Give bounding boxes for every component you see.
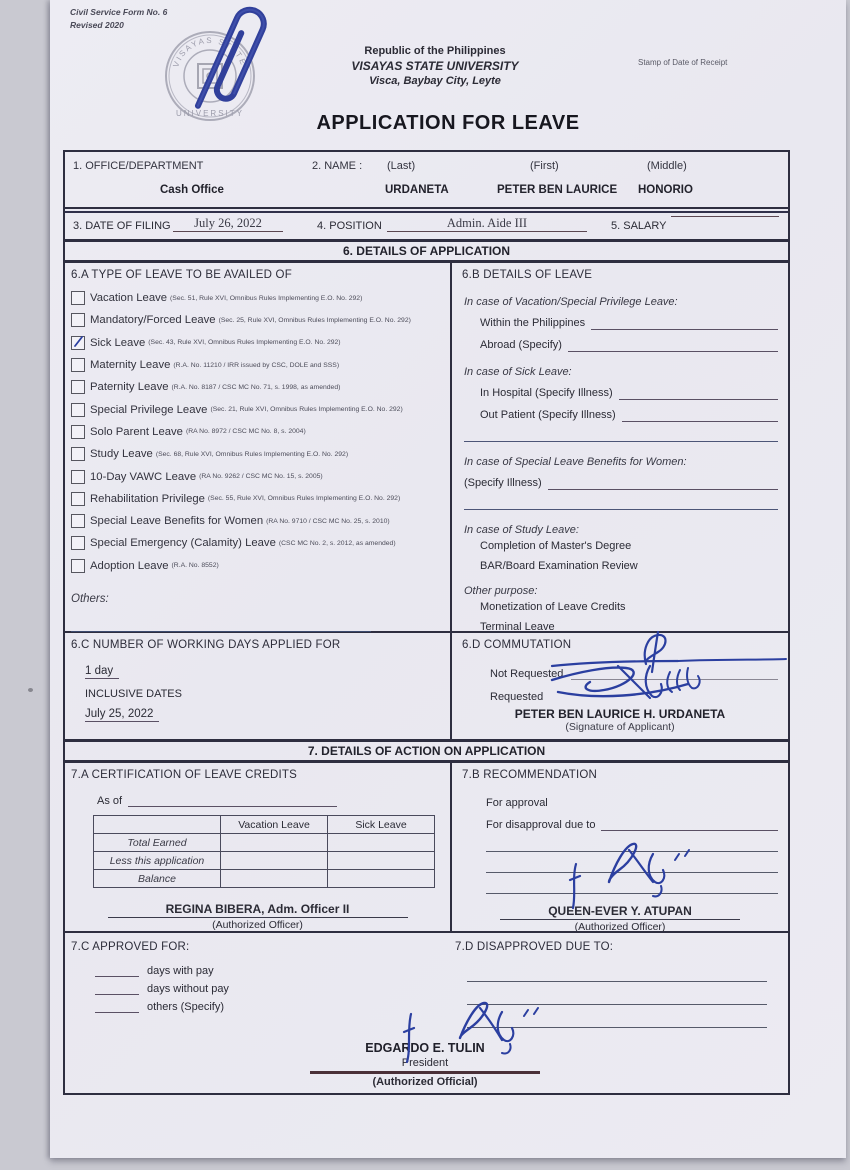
- section-6b: [450, 263, 788, 631]
- university-name: VISAYAS STATE UNIVERSITY: [351, 59, 519, 73]
- svg-text:VISAYAS STATE: VISAYAS STATE: [171, 35, 249, 69]
- section-7a: [65, 763, 450, 931]
- others-label: Others:: [71, 592, 109, 605]
- others-blank-line[interactable]: [71, 631, 371, 632]
- leave-type-label: Sick Leave: [90, 336, 146, 349]
- checkbox-checked[interactable]: [71, 336, 85, 350]
- form-number-block: [70, 6, 167, 32]
- section-7-header: 7. DETAILS OF ACTION ON APPLICATION: [65, 739, 788, 763]
- credits-value-cell[interactable]: [221, 852, 328, 870]
- section-7b: [450, 763, 788, 931]
- blank-line[interactable]: [464, 441, 778, 442]
- not-requested-blank-line[interactable]: [571, 679, 778, 680]
- leave-type-row: [71, 398, 444, 420]
- certifying-officer-caption: (Authorized Officer): [212, 919, 303, 931]
- blank-line-row: [464, 490, 778, 510]
- checkbox-unchecked[interactable]: [71, 425, 85, 439]
- section-7d-title: 7.D DISAPPROVED DUE TO:: [455, 941, 614, 953]
- leave-detail-field-label: Abroad (Specify): [480, 339, 562, 351]
- inclusive-dates-value[interactable]: July 25, 2022: [85, 708, 159, 722]
- leave-type-detail: (Sec. 68, Rule XVI, Omnibus Rules Implementing E.O. No. 292): [155, 450, 349, 458]
- checkbox-unchecked[interactable]: [71, 313, 85, 327]
- name-label: 2. NAME :: [312, 160, 363, 172]
- section-6ab: [65, 263, 788, 631]
- leave-type-row: [71, 488, 444, 510]
- blank-line[interactable]: [95, 1012, 139, 1013]
- first-name-value[interactable]: PETER BEN LAURICE: [497, 184, 618, 196]
- leave-type-label: Solo Parent Leave: [90, 425, 183, 438]
- section-6d-title: 6.D COMMUTATION: [462, 639, 572, 651]
- leave-detail-field: [464, 468, 778, 490]
- leave-detail-heading: In case of Sick Leave:: [464, 366, 572, 378]
- leave-type-label: Mandatory/Forced Leave: [90, 314, 216, 327]
- leave-credits-table: [93, 815, 435, 888]
- requested-label[interactable]: Requested: [490, 691, 544, 703]
- blank-line[interactable]: [486, 873, 778, 894]
- certifying-officer-name: REGINA BIBERA, Adm. Officer II: [108, 902, 408, 918]
- leave-type-row: [71, 287, 444, 309]
- for-approval-label[interactable]: For approval: [486, 797, 548, 809]
- position-value[interactable]: Admin. Aide III: [387, 216, 587, 232]
- leave-detail-field-label: Out Patient (Specify Illness): [480, 409, 616, 421]
- leave-form-table: [63, 150, 790, 1095]
- section-7d: [455, 941, 775, 1028]
- credits-header-cell: [94, 816, 221, 834]
- leave-detail-heading: In case of Study Leave:: [464, 524, 579, 536]
- checkbox-unchecked[interactable]: [71, 536, 85, 550]
- leave-type-label: 10-Day VAWC Leave: [90, 470, 197, 483]
- section-6c-title: 6.C NUMBER OF WORKING DAYS APPLIED FOR: [71, 639, 341, 651]
- section-6a-title: 6.A TYPE OF LEAVE TO BE AVAILED OF: [71, 269, 292, 281]
- section-6cd: [65, 631, 788, 739]
- section-7a-title: 7.A CERTIFICATION OF LEAVE CREDITS: [71, 769, 297, 781]
- position-label: 4. POSITION: [317, 220, 382, 232]
- section-7cd: [65, 931, 788, 1093]
- leave-detail-option[interactable]: Monetization of Leave Credits: [480, 601, 626, 613]
- leave-detail-field: [480, 378, 778, 400]
- credits-header-row: [94, 816, 435, 834]
- applicant-signature-caption: (Signature of Applicant): [565, 721, 675, 733]
- blank-line[interactable]: [467, 959, 767, 982]
- blank-line[interactable]: [568, 351, 778, 352]
- leave-type-detail: (Sec. 55, Rule XVI, Omnibus Rules Implementing E.O. No. 292): [207, 495, 401, 503]
- credits-value-cell[interactable]: [328, 834, 435, 852]
- date-of-filing-value[interactable]: July 26, 2022: [173, 216, 283, 232]
- section-7c: [71, 941, 229, 1013]
- leave-detail-heading: Other purpose:: [464, 585, 538, 597]
- form-number: Civil Service Form No. 6: [70, 7, 168, 17]
- approved-for-option-label: days without pay: [147, 983, 229, 995]
- leave-type-detail: (RA No. 9710 / CSC MC No. 25, s. 2010): [266, 517, 390, 525]
- leave-type-detail: (Sec. 51, Rule XVI, Omnibus Rules Implementing E.O. No. 292): [170, 294, 363, 302]
- section-6d: [450, 633, 788, 739]
- leave-type-row: [71, 555, 444, 577]
- credits-value-cell[interactable]: [221, 870, 328, 888]
- credits-row: [94, 870, 435, 888]
- office-name-row: [65, 152, 788, 207]
- form-revision: Revised 2020: [70, 20, 124, 30]
- not-requested-label[interactable]: Not Requested: [490, 668, 564, 680]
- section-7c-title: 7.C APPROVED FOR:: [71, 941, 190, 953]
- leave-type-detail: (RA No. 8972 / CSC MC No. 8, s. 2004): [185, 428, 306, 436]
- leave-type-row: [71, 421, 444, 443]
- blank-line-row: [464, 422, 778, 442]
- leave-type-detail: (Sec. 43, Rule XVI, Omnibus Rules Implementing E.O. No. 292): [148, 339, 341, 347]
- checkbox-unchecked[interactable]: [71, 514, 85, 528]
- leave-type-row: [71, 354, 444, 376]
- leave-details-list: [462, 287, 778, 637]
- leave-type-row: [71, 465, 444, 487]
- approved-for-option: [95, 995, 229, 1013]
- leave-detail-option[interactable]: Terminal Leave: [480, 621, 555, 633]
- paper-sheet: [50, 0, 846, 1158]
- leave-detail-field-label: Within the Philippines: [480, 317, 586, 329]
- checkbox-unchecked[interactable]: [71, 358, 85, 372]
- credits-value-cell[interactable]: [328, 870, 435, 888]
- leave-type-detail: (CSC MC No. 2, s. 2012, as amended): [278, 539, 396, 547]
- leave-type-detail: (R.A. No. 11210 / IRR issued by CSC, DOLE and SSS): [173, 361, 340, 369]
- leave-type-detail: (R.A. No. 8187 / CSC MC No. 71, s. 1998, as amended): [171, 383, 341, 391]
- approved-for-option-label: others (Specify): [147, 1001, 225, 1013]
- section-7b-title: 7.B RECOMMENDATION: [462, 769, 598, 781]
- leave-detail-field: [480, 308, 778, 330]
- credits-header-cell: Vacation Leave: [221, 816, 328, 834]
- leave-type-label: Study Leave: [90, 448, 153, 461]
- blank-line[interactable]: [619, 399, 778, 400]
- leave-type-label: Vacation Leave: [90, 292, 168, 305]
- leave-type-detail: (RA No. 9262 / CSC MC No. 15, s. 2005): [199, 473, 323, 481]
- stamp-of-receipt-label: Stamp of Date of Receipt: [638, 58, 728, 67]
- blank-line[interactable]: [622, 421, 778, 422]
- approving-official-name: EDGARDO E. TULIN: [365, 1041, 485, 1055]
- recommending-officer-caption: (Authorized Officer): [574, 921, 666, 933]
- section-7ab: [65, 763, 788, 931]
- salary-label: 5. SALARY: [611, 220, 667, 232]
- for-disapproval-label[interactable]: For disapproval due to: [486, 819, 596, 831]
- blank-line[interactable]: [95, 994, 139, 995]
- svg-text:UNIVERSITY: UNIVERSITY: [175, 109, 245, 118]
- middle-name-value[interactable]: HONORIO: [638, 184, 693, 196]
- blank-line[interactable]: [464, 509, 778, 510]
- checkbox-unchecked[interactable]: [71, 470, 85, 484]
- leave-type-label: Special Privilege Leave: [90, 403, 208, 416]
- checkbox-unchecked[interactable]: [71, 447, 85, 461]
- approved-for-option: [95, 959, 229, 977]
- credits-row: [94, 834, 435, 852]
- leave-type-detail: (Sec. 21, Rule XVI, Omnibus Rules Implementing E.O. No. 292): [210, 406, 403, 414]
- recommending-officer-name: QUEEN-EVER Y. ATUPAN: [500, 904, 740, 920]
- leave-type-row: [71, 532, 444, 554]
- section-6b-title: 6.B DETAILS OF LEAVE: [462, 269, 593, 281]
- section-6c: [65, 633, 450, 739]
- republic-line: Republic of the Philippines: [364, 45, 506, 57]
- leave-type-detail: (Sec. 25, Rule XVI, Omnibus Rules Implementing E.O. No. 292): [218, 316, 411, 324]
- blank-line[interactable]: [467, 1005, 767, 1028]
- checkbox-unchecked[interactable]: [71, 492, 85, 506]
- leave-type-row: [71, 332, 444, 354]
- blank-line[interactable]: [467, 982, 767, 1005]
- checkbox-unchecked[interactable]: [71, 403, 85, 417]
- credits-row: [94, 852, 435, 870]
- leave-type-label: Adoption Leave: [90, 559, 169, 572]
- credits-value-cell[interactable]: [328, 852, 435, 870]
- checkbox-unchecked[interactable]: [71, 291, 85, 305]
- blank-line[interactable]: [548, 489, 778, 490]
- checkbox-unchecked[interactable]: [71, 559, 85, 573]
- leave-type-label: Maternity Leave: [90, 359, 171, 372]
- section-6-header: 6. DETAILS OF APPLICATION: [65, 239, 788, 263]
- approved-for-option-label: days with pay: [147, 965, 214, 977]
- blank-line[interactable]: [486, 831, 778, 852]
- credits-row-label: Balance: [94, 870, 221, 888]
- credits-row-label: Total Earned: [94, 834, 221, 852]
- leave-type-row: [71, 376, 444, 398]
- credits-row-label: Less this application: [94, 852, 221, 870]
- leave-detail-option[interactable]: Completion of Master's Degree: [480, 540, 632, 552]
- last-name-label: (Last): [387, 160, 416, 172]
- credits-header-cell: Sick Leave: [328, 816, 435, 834]
- leave-detail-field: [480, 330, 778, 352]
- disapproval-blank-line[interactable]: [601, 830, 778, 831]
- date-of-filing-label: 3. DATE OF FILING: [73, 220, 171, 232]
- leave-detail-field-label: In Hospital (Specify Illness): [480, 387, 613, 399]
- office-department-label: 1. OFFICE/DEPARTMENT: [73, 160, 204, 172]
- leave-type-detail: (R.A. No. 8552): [171, 562, 219, 570]
- office-department-value[interactable]: Cash Office: [160, 184, 224, 196]
- leave-type-row: [71, 309, 444, 331]
- leave-type-label: Paternity Leave: [90, 381, 169, 394]
- first-name-label: (First): [530, 160, 559, 172]
- university-address: Visca, Baybay City, Leyte: [369, 75, 501, 87]
- leave-type-list: [71, 287, 444, 577]
- leave-detail-option[interactable]: BAR/Board Examination Review: [480, 560, 638, 572]
- inclusive-dates-label: INCLUSIVE DATES: [85, 688, 182, 700]
- leave-type-label: Rehabilitation Privilege: [90, 492, 205, 505]
- leave-detail-heading: In case of Special Leave Benefits for Women:: [464, 456, 687, 468]
- section-6a: [65, 263, 450, 631]
- leave-detail-field-label: (Specify Illness): [464, 477, 542, 489]
- page-title: APPLICATION FOR LEAVE: [316, 112, 580, 134]
- approving-official-caption: (Authorized Official): [372, 1076, 478, 1088]
- as-of-label: As of: [97, 795, 123, 807]
- official-signature-rule: [310, 1071, 540, 1074]
- applicant-name: PETER BEN LAURICE H. URDANETA: [514, 707, 726, 721]
- approving-official-title: President: [401, 1057, 449, 1069]
- scan-speck: [28, 688, 33, 692]
- approved-for-option: [95, 977, 229, 995]
- leave-detail-field: [480, 400, 778, 422]
- leave-type-row: [71, 443, 444, 465]
- leave-detail-heading: In case of Vacation/Special Privilege Leave:: [464, 296, 678, 308]
- checkbox-unchecked[interactable]: [71, 380, 85, 394]
- approved-for-options: [71, 959, 229, 1013]
- working-days-value[interactable]: 1 day: [85, 665, 119, 679]
- leave-type-label: Special Leave Benefits for Women: [90, 515, 264, 528]
- approving-official-block: [295, 1041, 555, 1088]
- blank-line[interactable]: [591, 329, 778, 330]
- blank-line[interactable]: [95, 976, 139, 977]
- last-name-value[interactable]: URDANETA: [385, 184, 449, 196]
- credits-value-cell[interactable]: [221, 834, 328, 852]
- leave-type-row: [71, 510, 444, 532]
- as-of-blank-line[interactable]: [128, 806, 337, 807]
- leave-type-label: Special Emergency (Calamity) Leave: [90, 537, 276, 550]
- letterhead: [285, 44, 585, 89]
- middle-name-label: (Middle): [647, 160, 687, 172]
- date-position-salary-row: [65, 213, 788, 239]
- salary-value[interactable]: [671, 216, 779, 217]
- blank-line[interactable]: [486, 852, 778, 873]
